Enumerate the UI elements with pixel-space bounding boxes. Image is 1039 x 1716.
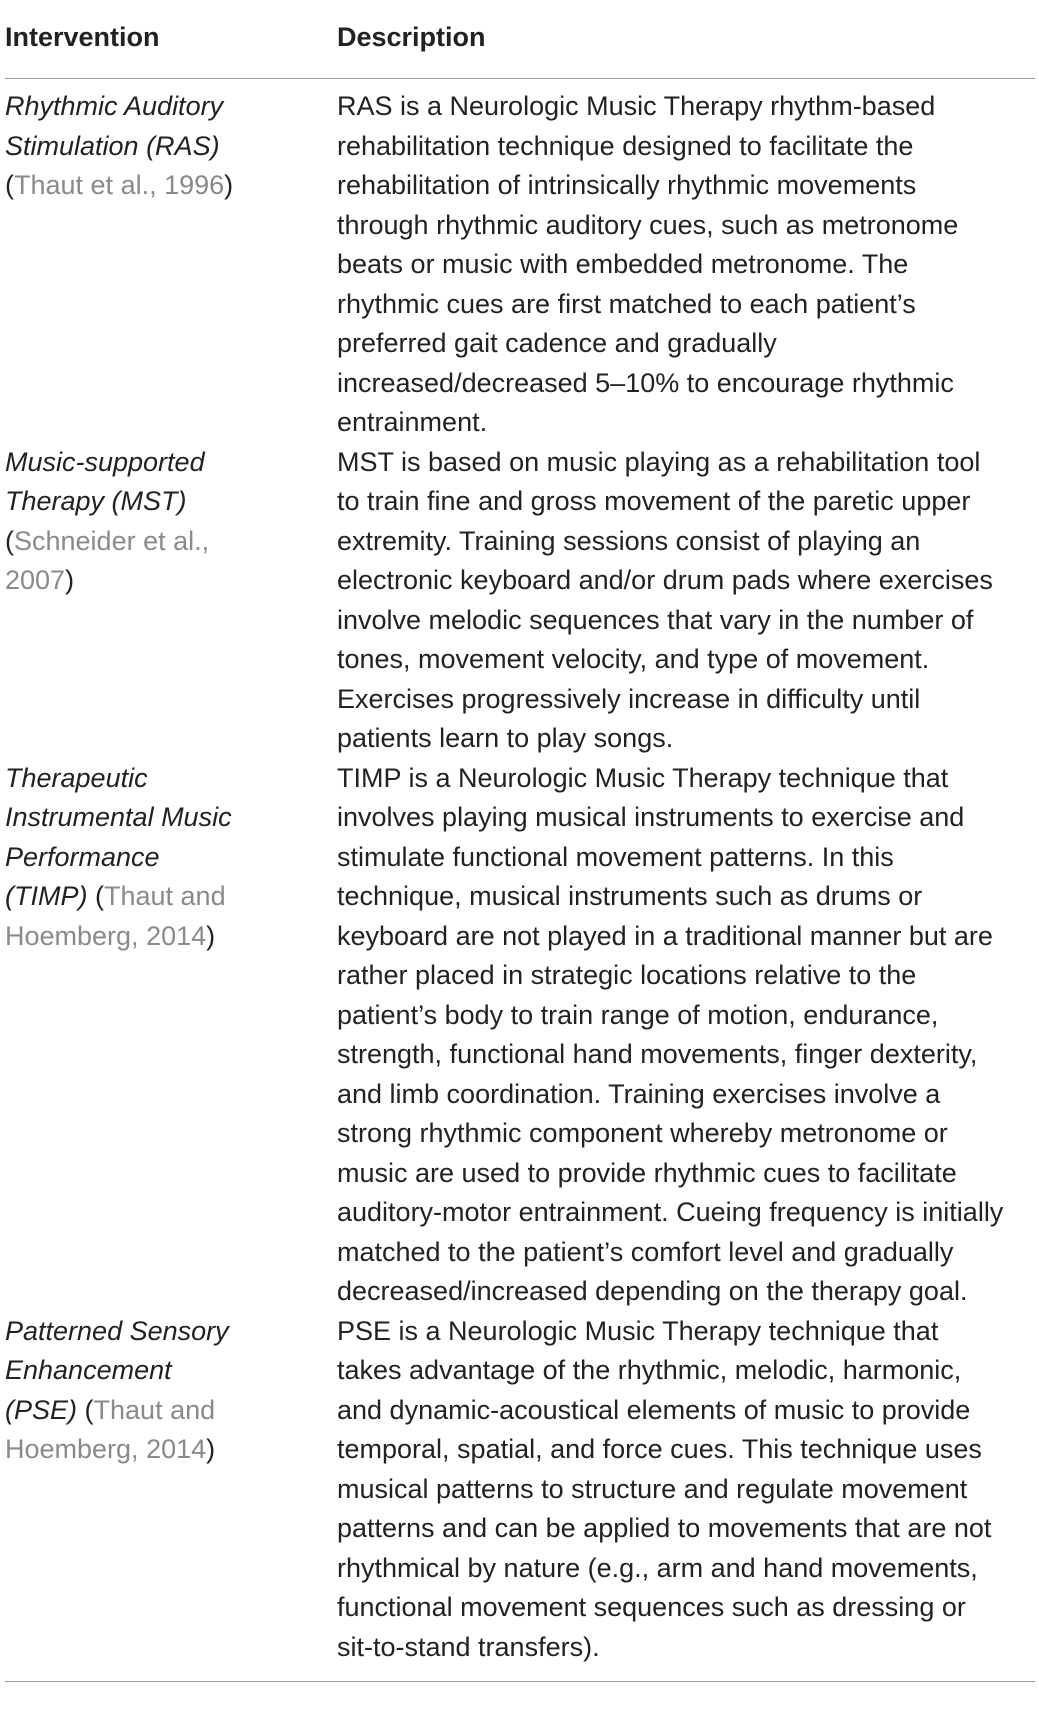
intervention-cell xyxy=(5,443,337,759)
table-bottom-rule xyxy=(5,1681,1035,1682)
description-line: music are used to provide rhythmic cues to facilitate xyxy=(337,1157,957,1188)
citation xyxy=(5,1391,337,1470)
citation-open: ( xyxy=(5,525,14,556)
description-line: auditory-motor entrainment. Cueing frequency is initially xyxy=(337,1197,1004,1227)
description-line: takes advantage of the rhythmic, melodic, harmonic, xyxy=(337,1355,962,1385)
table-row xyxy=(5,87,1035,443)
citation-close: ) xyxy=(206,920,216,951)
citation-open: ( xyxy=(84,1394,94,1425)
citation-link[interactable]: Thaut and xyxy=(93,1394,216,1425)
intervention-name-line: Rhythmic Auditory xyxy=(5,91,224,121)
description-line: entrainment. xyxy=(337,407,488,437)
description-line: functional movement sequences such as dressing or xyxy=(337,1592,966,1622)
description-cell xyxy=(337,87,1037,443)
table-row xyxy=(5,1312,1035,1668)
description-line: sit-to-stand transfers). xyxy=(337,1631,600,1662)
description-line: Exercises progressively increase in difficulty until xyxy=(337,683,921,714)
description-line: RAS is a Neurologic Music Therapy rhythm-based xyxy=(337,91,936,121)
table-header-row xyxy=(5,0,1035,79)
description-line: patient’s body to train range of motion, endurance, xyxy=(337,999,939,1030)
citation-close: ) xyxy=(65,565,75,595)
intervention-name-line: Stimulation (RAS) xyxy=(5,130,220,161)
header-description: Description xyxy=(337,22,486,52)
intervention-name xyxy=(5,1312,337,1391)
citation-open: ( xyxy=(95,881,104,911)
intervention-name xyxy=(5,87,337,166)
intervention-cell xyxy=(5,1312,337,1668)
description-line: to train fine and gross movement of the paretic upper xyxy=(337,486,971,516)
citation-close: ) xyxy=(224,170,234,200)
intervention-cell xyxy=(5,87,337,443)
description-line: MST is based on music playing as a rehabilitation tool xyxy=(337,446,981,477)
table-row xyxy=(5,443,1035,759)
description-cell xyxy=(337,1312,1037,1668)
description-line: beats or music with embedded metronome. The xyxy=(337,249,909,279)
description-line: through rhythmic auditory cues, such as metronome xyxy=(337,209,959,240)
citation-link[interactable]: Thaut et al., 1996 xyxy=(14,170,225,200)
description-line: and limb coordination. Training exercises involve a xyxy=(337,1078,941,1109)
intervention-name xyxy=(5,759,337,878)
intervention-name-line: Instrumental Music xyxy=(5,802,232,832)
description-line: rather placed in strategic locations relative to the xyxy=(337,960,917,990)
description-line: involves playing musical instruments to exercise and xyxy=(337,802,965,832)
description-line: increased/decreased 5–10% to encourage rhythmic xyxy=(337,367,954,398)
description-line: technique, musical instruments such as drums or xyxy=(337,881,923,911)
description-line: PSE is a Neurologic Music Therapy technique that xyxy=(337,1315,939,1346)
description-line: tones, movement velocity, and type of movement. xyxy=(337,644,930,674)
interventions-table xyxy=(5,0,1035,1682)
citation xyxy=(5,522,337,601)
table-row xyxy=(5,759,1035,1312)
citation-link[interactable]: Schneider et al., xyxy=(14,525,210,556)
intervention-name-line: Therapy (MST) xyxy=(5,486,187,516)
citation-close: ) xyxy=(206,1434,216,1464)
citation xyxy=(5,166,337,206)
description-cell xyxy=(337,443,1037,759)
description-line: TIMP is a Neurologic Music Therapy technique that xyxy=(337,762,949,793)
description-line: electronic keyboard and/or drum pads where exercises xyxy=(337,565,993,595)
description-line: extremity. Training sessions consist of playing an xyxy=(337,525,921,556)
description-line: and dynamic-acoustical elements of music to provide xyxy=(337,1394,971,1425)
description-line: matched to the patient’s comfort level and gradually xyxy=(337,1236,954,1267)
description-line: rehabilitation technique designed to facilitate the xyxy=(337,130,914,161)
description-line: patients learn to play songs. xyxy=(337,723,674,753)
description-line: preferred gait cadence and gradually xyxy=(337,328,777,358)
intervention-name-line: Music-supported xyxy=(5,446,205,477)
description-line: patterns and can be applied to movements that are not xyxy=(337,1513,992,1543)
intervention-name-line: Performance xyxy=(5,841,160,872)
intervention-name-line: (PSE) xyxy=(5,1394,78,1425)
description-line: musical patterns to structure and regulate movement xyxy=(337,1473,968,1504)
header-intervention: Intervention xyxy=(5,22,160,52)
description-line: decreased/increased depending on the therapy goal. xyxy=(337,1276,968,1306)
description-line: strong rhythmic component whereby metronome or xyxy=(337,1118,948,1148)
description-cell xyxy=(337,759,1037,1312)
description-line: rhythmic cues are first matched to each patient’s xyxy=(337,288,916,319)
citation xyxy=(5,877,337,956)
intervention-name-line: Therapeutic xyxy=(5,762,148,793)
description-line: keyboard are not played in a traditional manner but are xyxy=(337,920,993,951)
description-line: strength, functional hand movements, finger dexterity, xyxy=(337,1039,978,1069)
description-line: rhythmical by nature (e.g., arm and hand movements, xyxy=(337,1552,978,1583)
citation-link[interactable]: Hoemberg, 2014 xyxy=(5,920,207,951)
intervention-name-line: Patterned Sensory xyxy=(5,1315,229,1346)
intervention-name-line: (TIMP) xyxy=(5,881,88,911)
description-line: temporal, spatial, and force cues. This technique uses xyxy=(337,1434,982,1464)
citation-link[interactable]: Thaut and xyxy=(104,881,226,911)
intervention-name-line: Enhancement xyxy=(5,1355,172,1385)
description-line: involve melodic sequences that vary in the number of xyxy=(337,604,974,635)
description-line: rehabilitation of intrinsically rhythmic movements xyxy=(337,170,917,200)
intervention-cell xyxy=(5,759,337,1312)
citation-open: ( xyxy=(5,170,14,200)
citation-link[interactable]: 2007 xyxy=(5,565,66,595)
description-line: stimulate functional movement patterns. In this xyxy=(337,841,894,872)
intervention-name xyxy=(5,443,337,522)
citation-link[interactable]: Hoemberg, 2014 xyxy=(5,1434,207,1464)
